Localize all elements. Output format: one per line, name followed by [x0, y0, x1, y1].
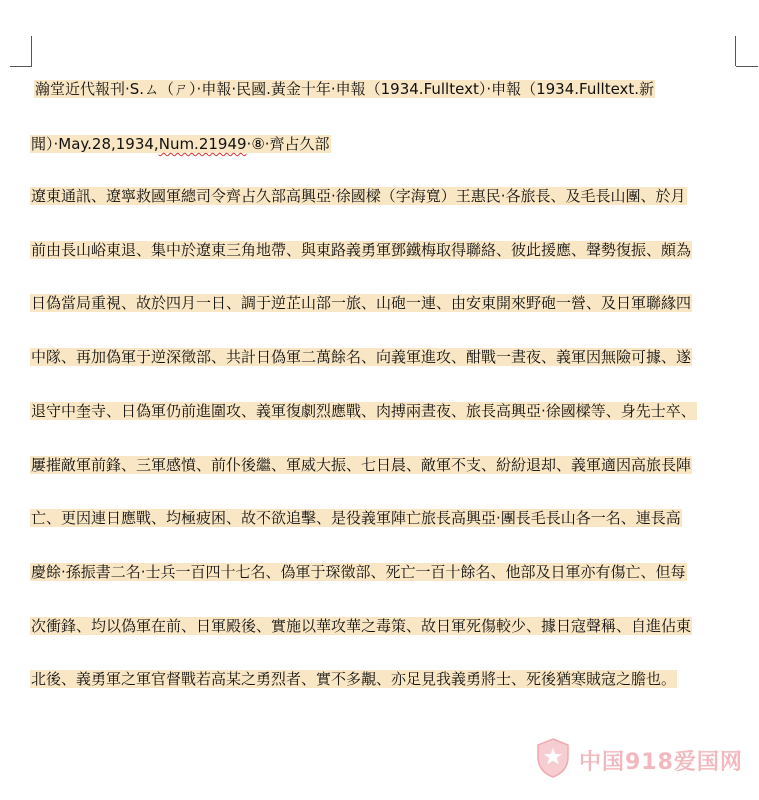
body-text: 日偽當局重視、故於四月一日、調于逆芷山部一旅、山砲一連、由安東開來野砲一營、及日軍聯緣四 [31, 294, 692, 312]
watermark [535, 738, 743, 782]
body-text: 中隊、再加偽軍于逆深徵部、共計日偽軍二萬餘名、向義軍進攻、酣戰一晝夜、義軍因無險可據、遂 [31, 348, 692, 366]
body-line [30, 559, 687, 585]
crop-mark-right-vertical [735, 36, 736, 66]
header-line-1 [34, 76, 655, 102]
body-text: 遼東通訊、遼寧救國軍總司令齊占久部高興亞·徐國樑（字海寬）王惠民·各旅長、及毛長山團、於月 [31, 187, 686, 205]
shield-emblem-icon [535, 737, 571, 783]
header-text-1: 瀚堂近代報刊·S.ㄙ（ㄕ）·申報·民國.黃金十年·申報（1934.Fulltext）·申報（1934.Fulltext.新 [35, 80, 655, 98]
header-line-2-highlight [30, 135, 331, 153]
watermark-text: 中国918爱国网 [579, 749, 743, 775]
body-text: 慶餘·孫振書二名·士兵一百四十七名、偽軍于琛徵部、死亡一百十餘名、他部及日軍亦有傷亡、但每 [31, 563, 686, 581]
crop-mark-left-vertical [31, 36, 32, 66]
body-line [30, 290, 692, 316]
body-line [30, 237, 692, 263]
crop-mark-right-horizontal [736, 66, 758, 67]
header-issue-number: Num.21949 [158, 135, 247, 153]
body-line [30, 398, 697, 424]
header-line-2 [30, 131, 331, 157]
body-text: 亡、更因連日應戰、均極疲困、故不欲追擊、是役義軍陣亡旅長高興亞·團長毛長山各一名、連長高 [31, 509, 681, 527]
crop-mark-left-horizontal [10, 66, 32, 67]
body-text: 北後、義勇軍之軍官督戰若高某之勇烈者、實不多覯、亦足見我義勇將士、死後猶寒賊寇之膽也。 [31, 670, 677, 688]
body-line [30, 183, 687, 209]
body-text: 屢摧敵軍前鋒、三軍感憤、前仆後繼、軍威大振、七日晨、敵軍不支、紛紛退却、義軍適因高旅長陣 [31, 456, 692, 474]
header-text-2-post: ·⑧·齊占久部 [246, 135, 330, 153]
body-text: 次衝鋒、均以偽軍在前、日軍殿後、實施以華攻華之毒策、故日軍死傷較少、據日寇聲稱、自進佔東 [31, 617, 692, 635]
body-line [30, 452, 692, 478]
body-text: 前由長山峪東退、集中於遼東三角地帶、與東路義勇軍鄧鐵梅取得聯絡、彼此援應、聲勢復振、頗為 [31, 241, 692, 259]
body-line [30, 613, 692, 639]
header-text-2-pre: 聞）·May.28,1934, [31, 135, 159, 153]
body-line [30, 344, 692, 370]
body-line [30, 666, 677, 692]
body-line [30, 505, 682, 531]
body-text: 退守中奎寺、日偽軍仍前進圍攻、義軍復劇烈應戰、肉搏兩晝夜、旅長高興亞·徐國樑等、身先士卒、 [31, 402, 696, 420]
